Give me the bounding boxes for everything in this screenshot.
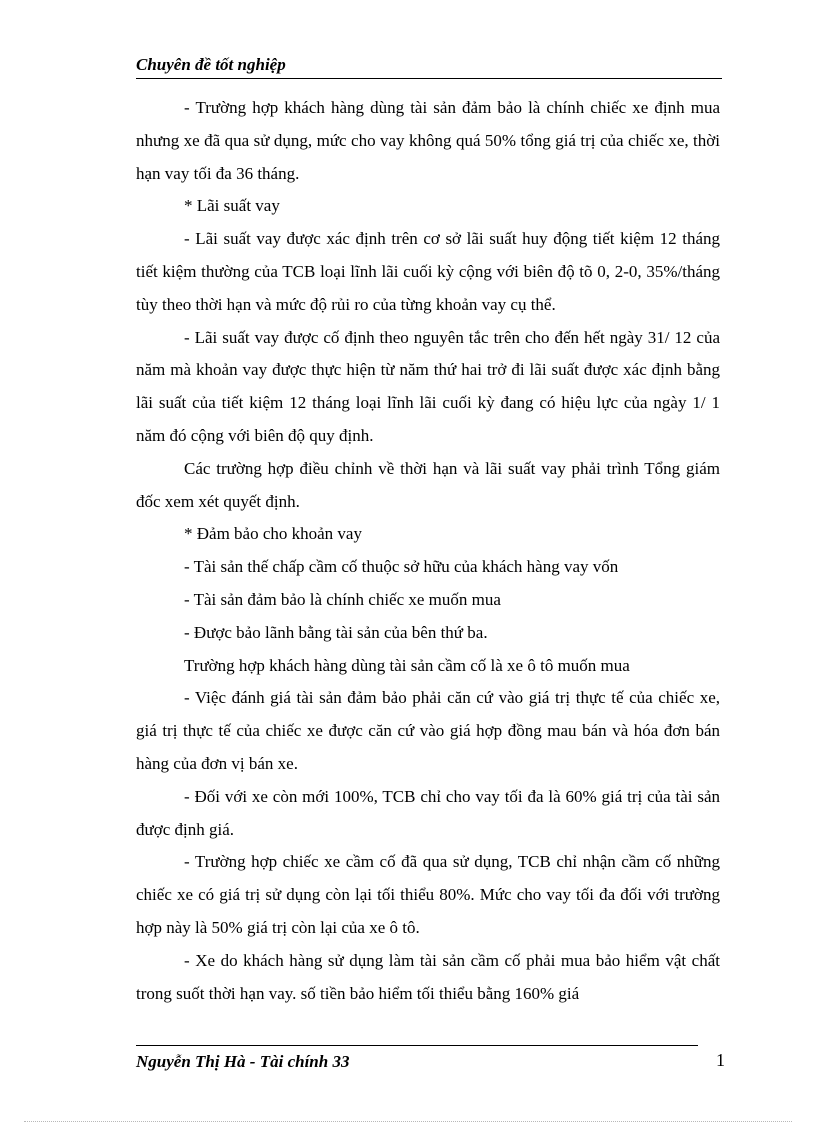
paragraph: - Lãi suất vay được cố định theo nguyên tắc trên cho đến hết ngày 31/ 12 của năm mà khoản vay được thực hiện từ năm thứ hai trở đi lãi suất được xác định bằng lãi suất của tiết kiệm 12 tháng loại lĩnh lãi cuối kỳ đang có hiệu lực của ngày 1/ 1 năm đó cộng với biên độ quy định. bbox=[136, 327, 720, 445]
section-heading: * Đảm bảo cho khoản vay bbox=[184, 524, 362, 544]
paragraph: Trường hợp khách hàng dùng tài sản cầm cố là xe ô tô muốn mua bbox=[184, 655, 630, 675]
page-header bbox=[136, 54, 722, 79]
paragraph: - Xe do khách hàng sử dụng làm tài sản cầm cố phải mua bảo hiểm vật chất trong suốt thời hạn vay. số tiền bảo hiểm tối thiểu bằng 160% giá bbox=[136, 950, 720, 1003]
page-edge-divider bbox=[24, 1121, 792, 1122]
document-body bbox=[136, 92, 720, 1010]
paragraph: - Trường hợp chiếc xe cầm cố đã qua sử dụng, TCB chỉ nhận cầm cố những chiếc xe có giá trị sử dụng còn lại tối thiểu 80%. Mức cho vay tối đa đối với trường hợp này là 50% giá trị còn lại của xe ô tô. bbox=[136, 852, 720, 937]
section-heading: * Lãi suất vay bbox=[184, 196, 280, 216]
paragraph: - Lãi suất vay được xác định trên cơ sở lãi suất huy động tiết kiệm 12 tháng tiết kiệm thường của TCB loại lĩnh lãi cuối kỳ cộng với biên độ tõ 0, 2-0, 35%/tháng tùy theo thời hạn và mức độ rủi ro của từng khoản vay cụ thể. bbox=[136, 229, 720, 314]
footer-author: Nguyễn Thị Hà - Tài chính 33 bbox=[136, 1052, 350, 1071]
paragraph: Các trường hợp điều chỉnh về thời hạn và lãi suất vay phải trình Tổng giám đốc xem xét quyết định. bbox=[136, 458, 720, 511]
header-title: Chuyên đề tốt nghiệp bbox=[136, 55, 286, 74]
list-item: - Tài sản đảm bảo là chính chiếc xe muốn mua bbox=[184, 589, 501, 609]
paragraph: - Đối với xe còn mới 100%, TCB chỉ cho vay tối đa là 60% giá trị của tài sản được định giá. bbox=[136, 786, 720, 839]
list-item: - Được bảo lãnh bằng tài sản của bên thứ ba. bbox=[184, 622, 488, 642]
footer-divider bbox=[136, 1045, 698, 1046]
page-number: 1 bbox=[716, 1050, 725, 1070]
paragraph: - Trường hợp khách hàng dùng tài sản đảm bảo là chính chiếc xe định mua nhưng xe đã qua sử dụng, mức cho vay không quá 50% tổng giá trị của chiếc xe, thời hạn vay tối đa 36 tháng. bbox=[136, 98, 720, 183]
paragraph: - Việc đánh giá tài sản đảm bảo phải căn cứ vào giá trị thực tế của chiếc xe, giá trị thực tế của chiếc xe được căn cứ vào giá hợp đồng mau bán và hóa đơn bán hàng của đơn vị bán xe. bbox=[136, 688, 720, 773]
list-item: - Tài sản thế chấp cầm cố thuộc sở hữu của khách hàng vay vốn bbox=[184, 557, 619, 577]
